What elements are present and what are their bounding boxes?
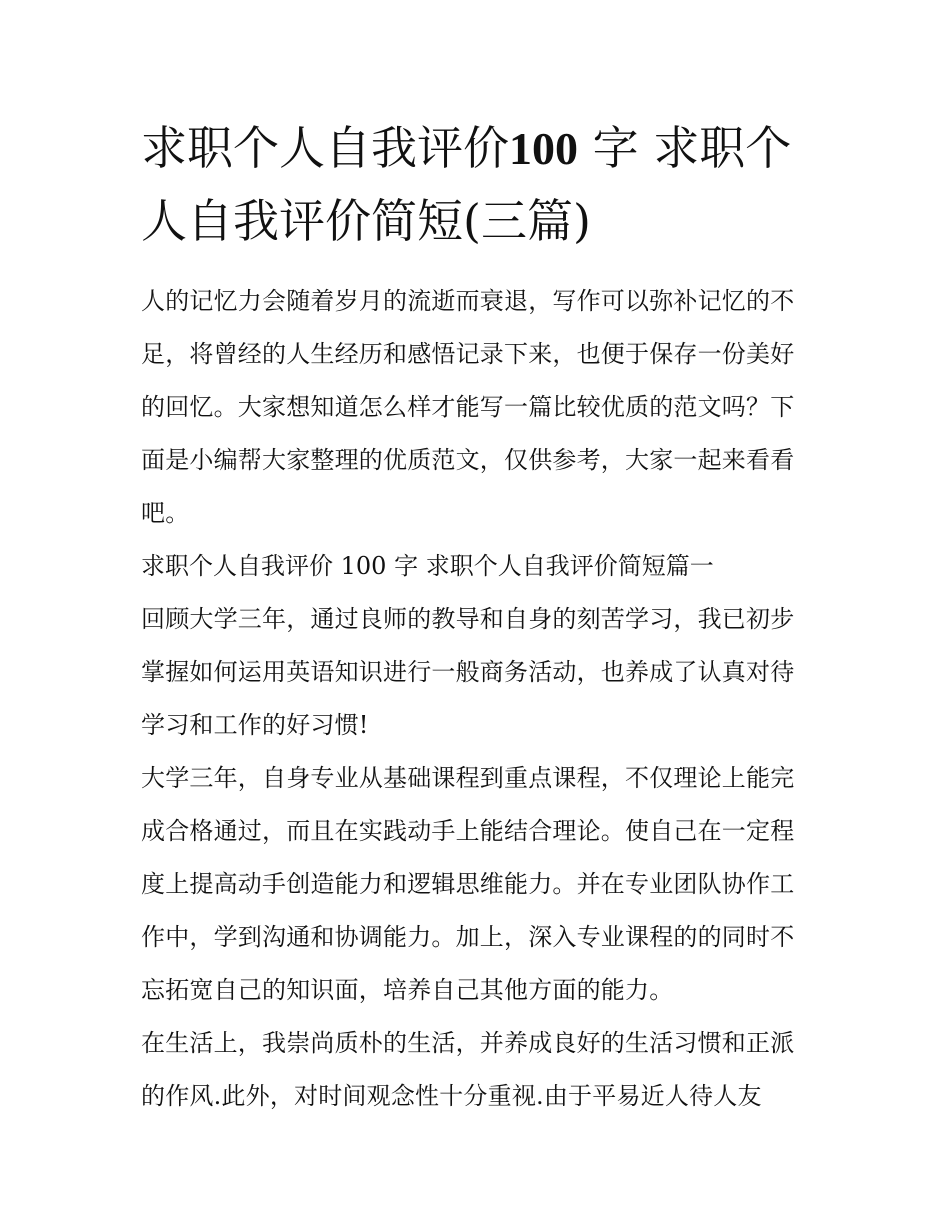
document-content <box>141 112 813 1123</box>
body-paragraph-2: 大学三年，自身专业从基础课程到重点课程，不仅理论上能完成合格通过，而且在实践动手上能结合理论。使自己在一定程度上提高动手创造能力和逻辑思维能力。并在专业团队协作工作中，学到沟通和协调能力。加上，深入专业课程的的同时不忘拓宽自己的知识面，培养自己其他方面的能力。 <box>141 764 795 1004</box>
section-heading: 求职个人自我评价 100 字 求职个人自我评价简短篇一 <box>141 552 714 580</box>
body-paragraph-3: 在生活上，我崇尚质朴的生活，并养成良好的生活习惯和正派的作风.此外，对时间观念性十分重视.由于平易近人待人友 <box>141 1029 795 1110</box>
title-text-part2: 字 求职个人自我评价简短(三篇) <box>141 121 792 248</box>
body-paragraph-1: 回顾大学三年，通过良师的教导和自身的刻苦学习，我已初步掌握如何运用英语知识进行一般商务活动，也养成了认真对待学习和工作的好习惯! <box>141 605 795 739</box>
document-title <box>141 112 813 257</box>
title-text-part1: 求职个人自我评价 <box>141 121 509 175</box>
title-number: 100 <box>509 123 578 174</box>
intro-paragraph: 人的记忆力会随着岁月的流逝而衰退，写作可以弥补记忆的不足，将曾经的人生经历和感悟记录下来，也便于保存一份美好的回忆。大家想知道怎么样才能写一篇比较优质的范文吗？下面是小编帮大家整理的优质范文，仅供参考，大家一起来看看吧。 <box>141 287 795 527</box>
